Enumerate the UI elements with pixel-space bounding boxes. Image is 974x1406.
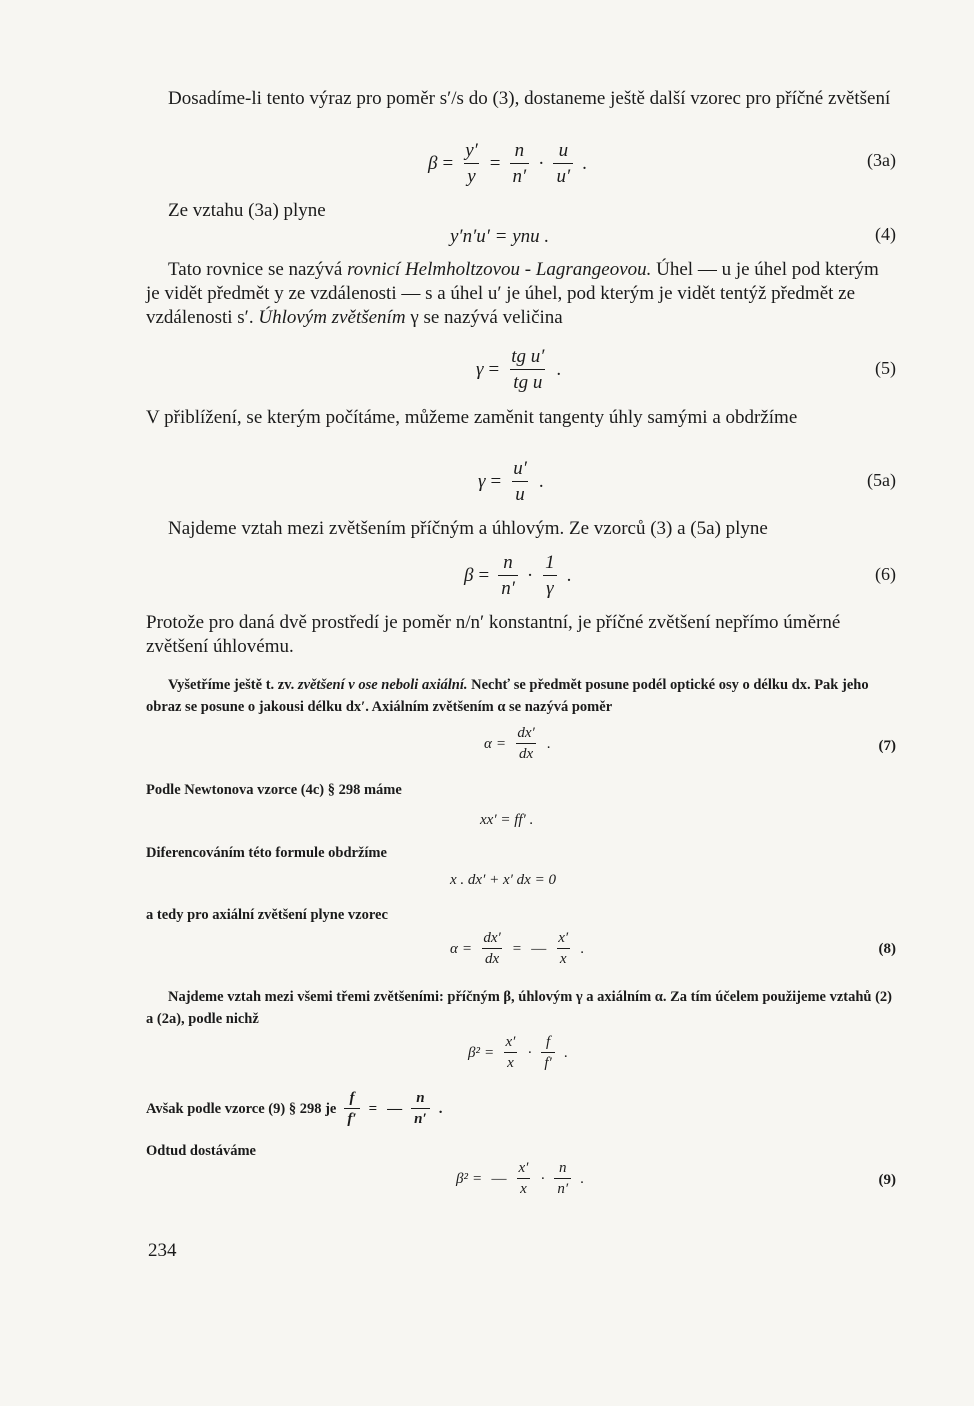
equation-number-5a: (5a)	[867, 470, 896, 490]
paragraph-2: Ze vztahu (3a) plyne	[168, 200, 326, 221]
equation-3a: β = $\frac{y'}{y}$ = $\frac{n}{n'}$ · $\frac{u}{u'}$ .	[428, 140, 587, 187]
equation-f-ratio: $\frac{f}{f'}$ = — $\frac{n}{n'}$ .	[340, 1090, 447, 1129]
equation-4: y′n′u′ = ynu .	[450, 226, 550, 247]
paragraph-4: V přiblížení, se kterým počítáme, můžeme zaměnit tangenty úhly samými a obdržíme	[146, 407, 798, 428]
paragraph-6: Protože pro daná dvě prostředí je poměr n/n′ konstantní, je příčné zvětšení nepřímo úměrné zvětšení úhlovému.	[146, 612, 841, 657]
equation-number-6: (6)	[875, 564, 896, 584]
paragraph-7: Vyšetříme ještě t. zv. zvětšení v ose neboli axiální. Nechť se předmět posune podél optické osy o délku dx. Pak jeho obraz se posune o jakousi délku dx′. Axiálním zvětšením α se nazývá poměr	[146, 677, 869, 715]
equation-differential: x . dx′ + x′ dx = 0	[450, 872, 556, 888]
equation-5a: γ = $\frac{u'}{u}$ .	[478, 458, 544, 505]
equation-number-9: (9)	[878, 1172, 896, 1188]
equation-newton: xx′ = ff′ .	[480, 812, 534, 828]
paragraph-5: Najdeme vztah mezi zvětšením příčným a úhlovým. Ze vzorců (3) a (5a) plyne	[168, 518, 768, 539]
equation-6: β = $\frac{n}{n'}$ · $\frac{1}{\gamma}$ .	[464, 552, 572, 599]
paragraph-8: Podle Newtonova vzorce (4c) § 298 máme	[146, 782, 402, 798]
equation-number-5: (5)	[875, 358, 896, 378]
equation-number-7: (7)	[878, 738, 896, 754]
equation-number-8: (8)	[878, 941, 896, 957]
paragraph-1: Dosadíme-li tento výraz pro poměr s′/s do (3), dostaneme ještě další vzorec pro příčné zvětšení	[168, 88, 891, 109]
paragraph-13: Odtud dostáváme	[146, 1143, 256, 1159]
equation-8: α = $\frac{dx'}{dx}$ = — $\frac{x'}{x}$ .	[450, 930, 584, 968]
equation-number-4: (4)	[875, 224, 896, 244]
paragraph-12: Avšak podle vzorce (9) § 298 je $\frac{f}{f'}$ = — $\frac{n}{n'}$ .	[146, 1090, 898, 1129]
paragraph-3: Tato rovnice se nazývá rovnicí Helmholtzovou - Lagrangeovou. Úhel — u je úhel pod kterým je vidět předmět y ze vzdálenosti — s a úhel u′ je úhel, pod kterým je vidět tentýž předmět ze vzdálenosti s′. Úhlovým zvětšením γ se nazývá veličina	[146, 259, 879, 328]
equation-number-3a: (3a)	[867, 150, 896, 170]
paragraph-10: a tedy pro axiální zvětšení plyne vzorec	[146, 907, 388, 923]
equation-9: β² = — $\frac{x'}{x}$ · $\frac{n}{n'}$ .	[456, 1160, 584, 1198]
equation-7: α = $\frac{dx'}{dx}$ .	[484, 725, 551, 763]
paragraph-9: Diferencováním této formule obdržíme	[146, 845, 387, 861]
page-number: 234	[148, 1240, 177, 1261]
equation-5: γ = $\frac{\text{tg u′}}{\text{tg u}}$ .	[476, 346, 562, 393]
equation-beta-squared-f: β² = $\frac{x'}{x}$ · $\frac{f}{f'}$ .	[468, 1034, 568, 1072]
paragraph-11: Najdeme vztah mezi všemi třemi zvětšeními: příčným β, úhlovým γ a axiálním α. Za tím účelem použijeme vztahů (2) a (2a), podle nichž	[146, 989, 893, 1027]
